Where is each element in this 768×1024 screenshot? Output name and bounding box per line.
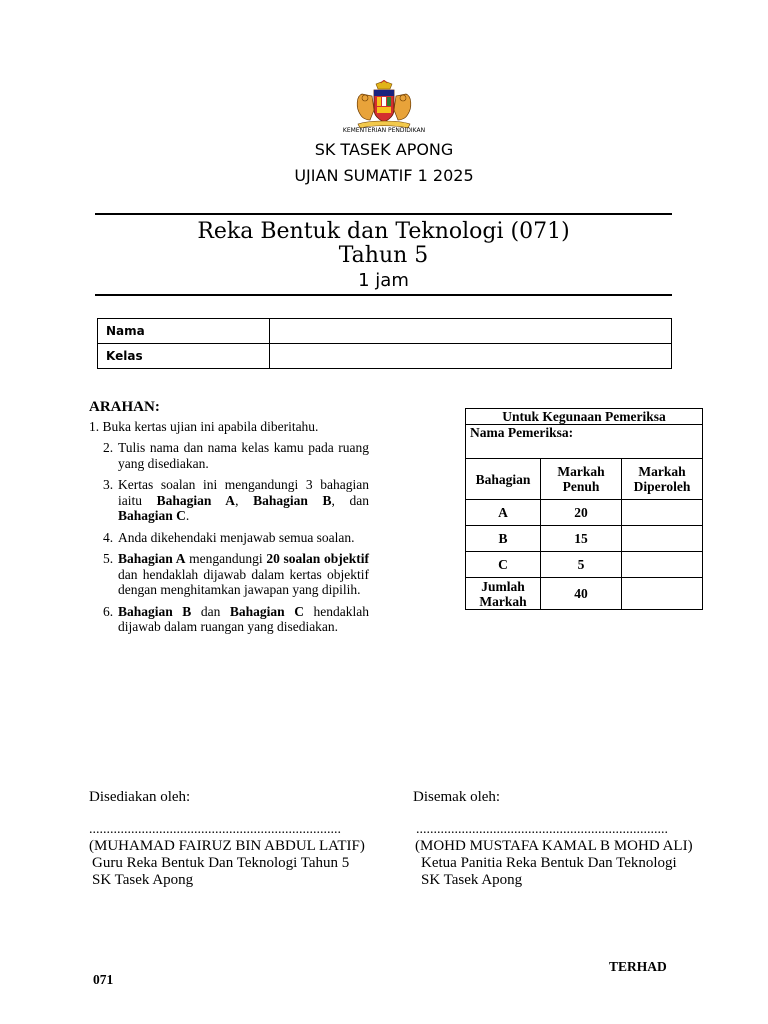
total-full-cell: 40 (541, 578, 622, 610)
examiner-table (465, 408, 703, 610)
obtained-mark-cell[interactable] (622, 552, 703, 578)
examiner-table-title: Untuk Kegunaan Pemeriksa (466, 409, 703, 425)
subject-code: 071 (93, 972, 114, 987)
exam-duration: 1 jam (358, 270, 409, 291)
total-obtained-cell[interactable] (622, 578, 703, 610)
school-name: SK TASEK APONG (314, 140, 454, 159)
col-section-header: Bahagian (466, 459, 541, 500)
obtained-mark-cell[interactable] (622, 500, 703, 526)
table-row (466, 552, 703, 578)
full-mark-cell: 20 (541, 500, 622, 526)
prepared-by-label: Disediakan oleh: (89, 789, 191, 805)
instruction-2: 2. Tulis nama dan nama kelas kamu pada ruang yang disediakan. (103, 440, 369, 471)
prepared-by-school: SK Tasek Apong (92, 872, 194, 888)
instruction-1: 1. Buka kertas ujian ini apabila diberitahu. (89, 419, 319, 434)
class-label: Kelas (98, 344, 270, 369)
class-row (98, 344, 672, 369)
table-row (466, 526, 703, 552)
checked-by-name: (MOHD MUSTAFA KAMAL B MOHD ALI) (415, 838, 693, 854)
examiner-name-label[interactable]: Nama Pemeriksa: (466, 425, 703, 459)
prepared-by-role: Guru Reka Bentuk Dan Teknologi Tahun 5 (92, 855, 350, 871)
top-divider (95, 213, 672, 215)
bottom-divider (95, 294, 672, 296)
student-info-table (97, 318, 672, 369)
checked-signature-line: ........................................................................ (416, 822, 668, 837)
year-level: Tahun 5 (338, 243, 429, 268)
instructions-title: ARAHAN: (89, 399, 160, 415)
total-row (466, 578, 703, 610)
section-cell: C (466, 552, 541, 578)
ministry-label: KEMENTERIAN PENDIDIKAN (342, 127, 426, 134)
full-mark-cell: 15 (541, 526, 622, 552)
full-mark-cell: 5 (541, 552, 622, 578)
checked-by-role: Ketua Panitia Reka Bentuk Dan Teknologi (421, 855, 677, 871)
col-obtained-header: Markah Diperoleh (622, 459, 703, 500)
col-full-header: Markah Penuh (541, 459, 622, 500)
total-label: Jumlah Markah (466, 578, 541, 610)
classification-label: TERHAD (609, 959, 667, 974)
instruction-4: 4. Anda dikehendaki menjawab semua soalan. (103, 529, 355, 545)
exam-title: UJIAN SUMATIF 1 2025 (294, 166, 474, 185)
table-row (466, 500, 703, 526)
section-cell: B (466, 526, 541, 552)
instruction-list (103, 440, 369, 641)
prepared-by-name: (MUHAMAD FAIRUZ BIN ABDUL LATIF) (89, 838, 365, 854)
prepared-signature-line: ........................................................................ (89, 822, 341, 837)
instruction-5: 5. Bahagian A mengandungi 20 soalan objektif dan hendaklah dijawab dalam kertas objektif dengan menghitamkan jawapan yang dipilih. (103, 551, 369, 597)
class-field[interactable] (270, 344, 672, 369)
instruction-3: 3. Kertas soalan ini mengandungi 3 bahagian iaitu Bahagian A, Bahagian B, dan Bahagian C. (103, 477, 370, 523)
checked-by-label: Disemak oleh: (413, 789, 501, 805)
obtained-mark-cell[interactable] (622, 526, 703, 552)
name-label: Nama (98, 319, 270, 344)
checked-by-school: SK Tasek Apong (421, 872, 523, 888)
section-cell: A (466, 500, 541, 526)
subject-title: Reka Bentuk dan Teknologi (071) (197, 219, 570, 244)
name-row (98, 319, 672, 344)
instruction-6: 6. Bahagian B dan Bahagian C hendaklah dijawab dalam ruangan yang disediakan. (103, 603, 369, 634)
name-field[interactable] (270, 319, 672, 344)
